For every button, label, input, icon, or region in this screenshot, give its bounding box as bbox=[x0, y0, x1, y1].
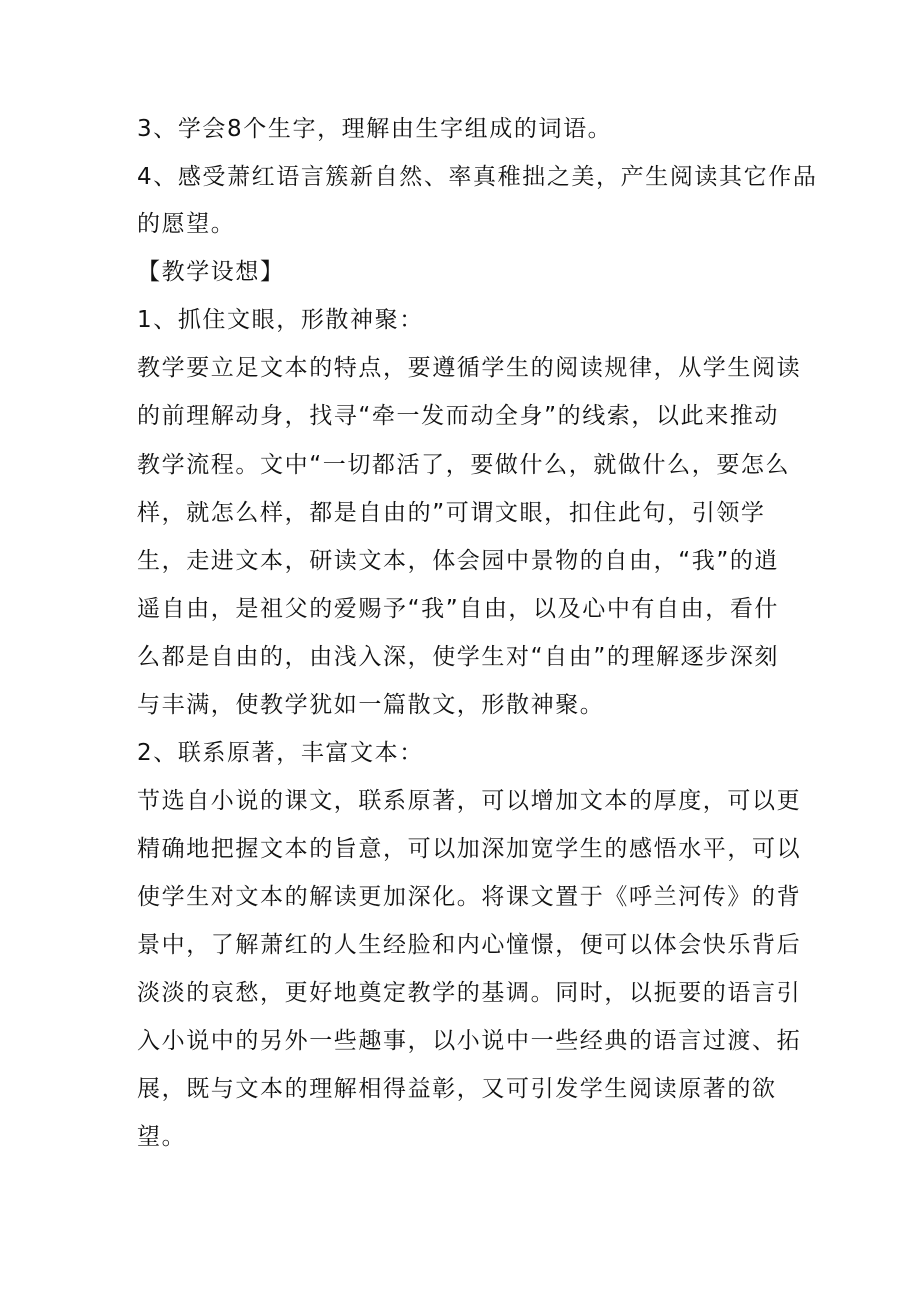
text-line: 教学要立足文本的特点，要遵循学生的阅读规律，从学生阅读 bbox=[137, 355, 802, 381]
text-line: 遥自由，是祖父的爱赐予“我”自由，以及心中有自由，看什 bbox=[137, 596, 780, 622]
text-line: 精确地把握文本的旨意，可以加深加宽学生的感悟水平，可以 bbox=[137, 836, 802, 862]
text-line: 淡淡的哀愁，更好地奠定教学的基调。同时，以扼要的语言引 bbox=[137, 980, 802, 1006]
text-line: 入小说中的另外一些趣事，以小说中一些经典的语言过渡、拓 bbox=[137, 1028, 802, 1054]
text-line: 展，既与文本的理解相得益彰，又可引发学生阅读原著的欲 bbox=[137, 1076, 777, 1102]
text-line: 节选自小说的课文，联系原著，可以增加文本的厚度，可以更 bbox=[137, 788, 802, 814]
text-line: 样，就怎么样，都是自由的”可谓文眼，扣住此句，引领学 bbox=[137, 500, 766, 526]
subsection-heading: 1、抓住文眼，形散神聚： bbox=[137, 307, 424, 333]
text-line: 使学生对文本的解读更加深化。将课文置于《呼兰河传》的背 bbox=[137, 884, 802, 910]
text-line: 3、学会8个生字，理解由生字组成的词语。 bbox=[137, 116, 613, 142]
text-line: 与丰满，使教学犹如一篇散文，形散神聚。 bbox=[137, 692, 605, 718]
text-line: 么都是自由的，由浅入深，使学生对“自由”的理解逐步深刻 bbox=[137, 644, 780, 670]
text-line: 的愿望。 bbox=[137, 211, 236, 237]
text-line: 景中，了解萧红的人生经脸和内心憧憬，便可以体会快乐背后 bbox=[137, 932, 802, 958]
text-line: 4、感受萧红语言簇新自然、率真稚拙之美，产生阅读其它作品 bbox=[137, 164, 818, 190]
text-line: 教学流程。文中“一切都活了，要做什么，就做什么，要怎么 bbox=[137, 452, 791, 478]
subsection-heading: 2、联系原著，丰富文本： bbox=[137, 740, 424, 766]
text-line: 生，走进文本，研读文本，体会园中景物的自由，“我”的逍 bbox=[137, 548, 780, 574]
text-line: 望。 bbox=[137, 1124, 187, 1150]
section-heading: 【教学设想】 bbox=[137, 259, 285, 285]
text-line: 的前理解动身，找寻“牵一发而动全身”的线索，以此来推动 bbox=[137, 403, 780, 429]
